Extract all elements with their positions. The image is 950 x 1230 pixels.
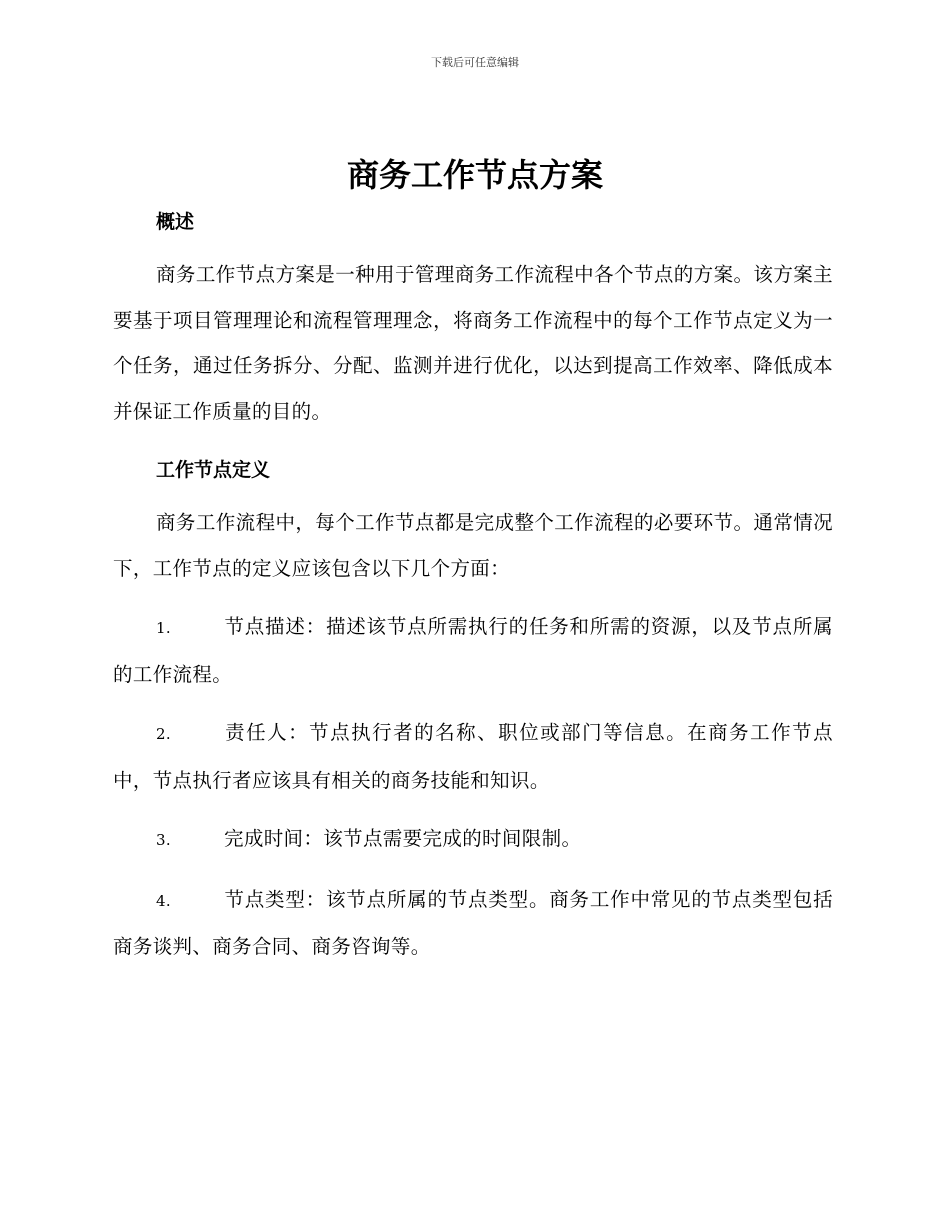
document-title: 商务工作节点方案 (346, 156, 603, 194)
list-item-number: 4. (156, 891, 172, 910)
list-item-number: 3. (156, 831, 172, 849)
list-item-text: 责任人：节点执行者的名称、职位或部门等信息。在商务工作节点中，节点执行者应该具有相关的商务技能和知识。 (113, 721, 833, 792)
overview-paragraph: 商务工作节点方案是一种用于管理商务工作流程中各个节点的方案。该方案主要基于项目管理理论和流程管理理念，将商务工作流程中的每个工作节点定义为一个任务，通过任务拆分、分配、监测并进行优化，以达到提高工作效率、降低成本并保证工作质量的目的。 (113, 263, 833, 423)
list-item (113, 877, 833, 970)
list-item-text: 节点描述：描述该节点所需执行的任务和所需的资源，以及节点所属的工作流程。 (113, 615, 833, 686)
list-item (113, 816, 833, 864)
overview-heading: 概述 (156, 211, 195, 233)
list-item-text: 节点类型：该节点所属的节点类型。商务工作中常见的节点类型包括商务谈判、商务合同、商务咨询等。 (113, 887, 833, 958)
list-item (113, 710, 833, 803)
list-item-number: 1. (156, 619, 172, 637)
list-item-text: 完成时间：该节点需要完成的时间限制。 (224, 827, 582, 850)
list-item (113, 604, 833, 697)
page-header-note: 下载后可任意编辑 (431, 56, 519, 69)
document-body (113, 205, 833, 970)
definition-paragraph: 商务工作流程中，每个工作节点都是完成整个工作流程的必要环节。通常情况下，工作节点的定义应该包含以下几个方面： (113, 511, 833, 580)
list-item-number: 2. (156, 725, 172, 743)
definition-heading: 工作节点定义 (156, 459, 271, 481)
